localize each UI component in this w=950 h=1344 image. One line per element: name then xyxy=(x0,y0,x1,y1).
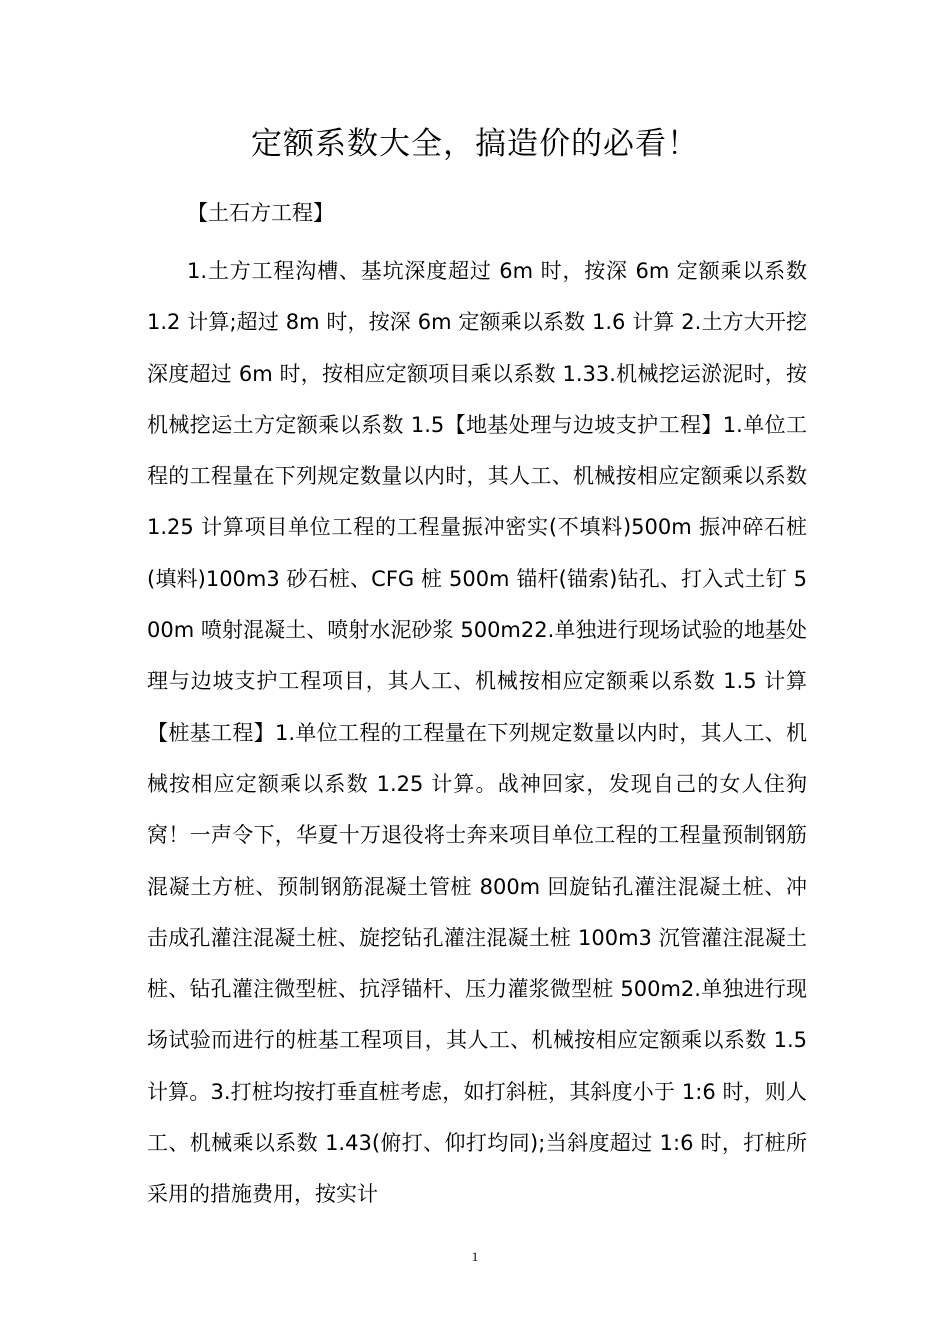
page-number: 1 xyxy=(471,1249,479,1264)
section-heading-earthwork: 【土石方工程】 xyxy=(187,201,334,225)
body-paragraph: 1.土方工程沟槽、基坑深度超过 6m 时，按深 6m 定额乘以系数 1.2 计算;超过 8m 时，按深 6m 定额乘以系数 1.6 计算 2.土方大开挖深度超过 6m 时，按相应定额项目乘以系数 1.33.机械挖运淤泥时，按机械挖运土方定额乘以系数 1.5【地基处理与边坡支护工程】1.单位工程的工程量在下列规定数量以内时，其人工、机械按相应定额乘以系数 1.25 计算项目单位工程的工程量振冲密实(不填料)500m 振冲碎石桩(填料)100m3 砂石桩、CFG 桩 500m 锚杆(锚索)钻孔、打入式土钉 500m 喷射混凝土、喷射水泥砂浆 500m22.单独进行现场试验的地基处理与边坡支护工程项目，其人工、机械按相应定额乘以系数 1.5 计算【桩基工程】1.单位工程的工程量在下列规定数量以内时，其人工、机械按相应定额乘以系数 1.25 计算。战神回家，发现自己的女人住狗窝！一声令下，华夏十万退役将士奔来项目单位工程的工程量预制钢筋混凝土方桩、预制钢筋混凝土管桩 800m 回旋钻孔灌注混凝土桩、冲击成孔灌注混凝土桩、旋挖钻孔灌注混凝土桩 100m3 沉管灌注混凝土桩、钻孔灌注微型桩、抗浮锚杆、压力灌浆微型桩 500m2.单独进行现场试验而进行的桩基工程项目，其人工、机械按相应定额乘以系数 1.5 计算。3.打桩均按打垂直桩考虑，如打斜桩，其斜度小于 1:6 时，则人工、机械乘以系数 1.43(俯打、仰打均同);当斜度超过 1:6 时，打桩所采用的措施费用，按实计 xyxy=(147,259,807,1207)
document-title: 定额系数大全，搞造价的必看！ xyxy=(251,126,699,162)
